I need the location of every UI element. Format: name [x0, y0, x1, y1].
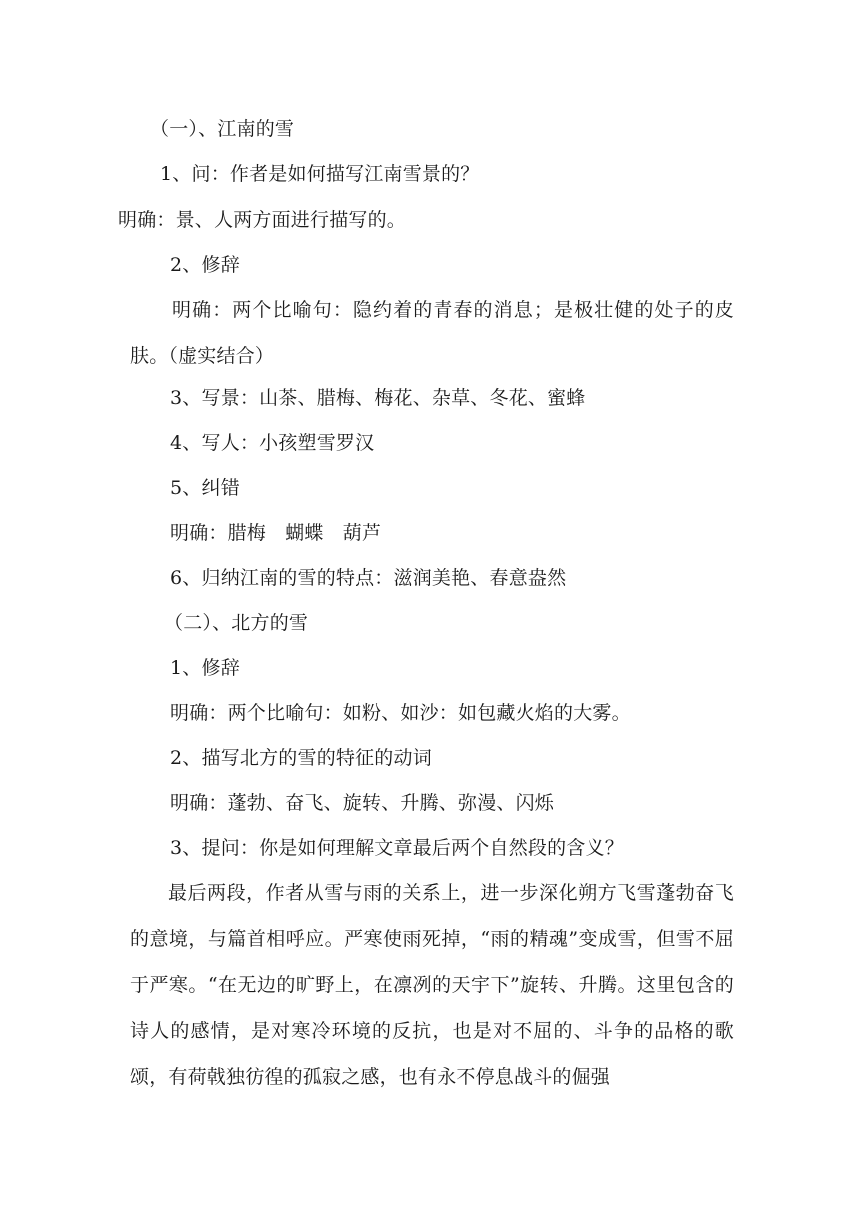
item-4-people: 4、写人：小孩塑雪罗汉	[170, 432, 375, 454]
item-2-rhetoric: 2、修辞	[170, 254, 240, 276]
final-paragraph: 最后两段，作者从雪与雨的关系上，进一步深化朔方飞雪蓬勃奋飞的意境，与篇首相呼应。严寒使雨死掉，“雨的精魂”变成雪，但雪不屈于严寒。“在无边的旷野上，在凛冽的天宇下”旋转、升腾。这里包含的诗人的感情，是对寒冷环境的反抗，也是对不屈的、斗争的品格的歌颂，有荷戟独彷徨的孤寂之感，也有永不停息战斗的倔强	[130, 882, 734, 1088]
section-heading-north: （二）、北方的雪	[164, 612, 309, 634]
north-item-1: 1、修辞	[170, 657, 240, 679]
item-6-summary: 6、归纳江南的雪的特点：滋润美艳、春意盎然	[170, 567, 567, 589]
question-1: 1、问：作者是如何描写江南雪景的？	[160, 163, 480, 185]
item-3-scenery: 3、写景：山茶、腊梅、梅花、杂草、冬花、蜜蜂	[170, 387, 586, 409]
section-heading-jiangnan: （一）、江南的雪	[150, 118, 295, 140]
answer-5: 明确：腊梅 蝴蝶 葫芦	[170, 522, 382, 544]
answer-2: 明确：两个比喻句：隐约着的青春的消息；是极壮健的处子的皮肤。（虚实结合）	[130, 299, 734, 367]
north-answer-1: 明确：两个比喻句：如粉、如沙：如包藏火焰的大雾。	[170, 702, 631, 724]
north-answer-2: 明确：蓬勃、奋飞、旋转、升腾、弥漫、闪烁	[170, 792, 555, 814]
item-5-correction: 5、纠错	[170, 477, 240, 499]
answer-1: 明确：景、人两方面进行描写的。	[118, 209, 407, 231]
north-item-3: 3、提问：你是如何理解文章最后两个自然段的含义？	[170, 837, 624, 859]
north-item-2: 2、描写北方的雪的特征的动词	[170, 747, 432, 769]
